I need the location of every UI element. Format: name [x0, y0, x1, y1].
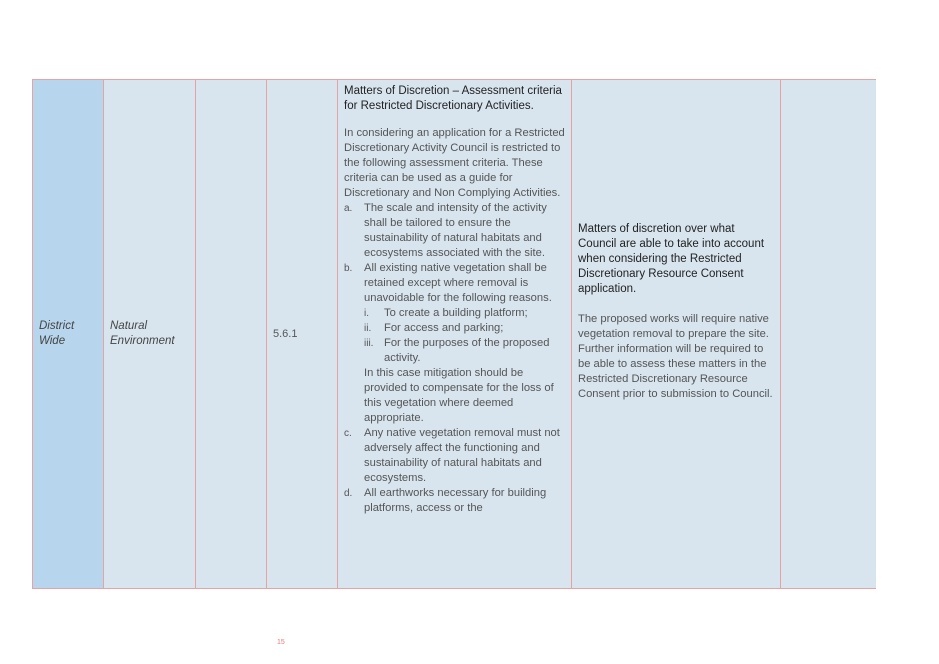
- list-item: [344, 201, 565, 261]
- list-item-text: Any native vegetation removal must not adversely affect the functioning and sustainability of natural habitats and ecosystems.: [364, 427, 560, 484]
- criteria-cell: [338, 80, 572, 588]
- area-cell: [33, 80, 104, 588]
- list-item-text: All existing native vegetation shall be retained except where removal is unavoidable for the following reasons.: [364, 262, 552, 304]
- list-item: [344, 426, 565, 486]
- rule-number: 5.6.1: [273, 328, 298, 340]
- empty-cell-3: [196, 80, 267, 588]
- list-marker: c.: [344, 428, 352, 439]
- list-item: [344, 486, 565, 516]
- list-marker: ii.: [364, 323, 372, 334]
- list-item-text: The scale and intensity of the activity shall be tailored to ensure the sustainability of natural habitats and ecosystems associated with the site.: [364, 202, 547, 259]
- page-number: 15: [277, 639, 285, 646]
- empty-cell-7: [781, 80, 876, 588]
- assessment-body: The proposed works will require native vegetation removal to prepare the site. Further information will be required to be able to assess these matters in the Restricted Discretionary Resource Consent prior to submission to Council.: [578, 313, 773, 400]
- list-marker: d.: [344, 488, 353, 499]
- list-item-text: All earthworks necessary for building platforms, access or the: [364, 487, 547, 514]
- criteria-intro: In considering an application for a Restricted Discretionary Activity Council is restricted to the following assessment criteria. These criteria can be used as a guide for Discretionary and Non Complying Activities.: [344, 127, 565, 199]
- assessment-table: [32, 79, 876, 589]
- reasons-list: [344, 306, 565, 366]
- assessment-cell: [572, 80, 781, 588]
- topic-label: Natural Environment: [110, 320, 175, 347]
- list-marker: i.: [364, 308, 369, 319]
- rule-cell: [267, 80, 338, 588]
- mitigation-text: In this case mitigation should be provided to compensate for the loss of this vegetation where deemed appropriate.: [364, 367, 554, 424]
- list-item-text: For the purposes of the proposed activity.: [384, 337, 550, 364]
- list-item-text: To create a building platform;: [384, 307, 528, 319]
- area-label: District Wide: [39, 320, 75, 347]
- list-marker: a.: [344, 203, 353, 214]
- criteria-heading: Matters of Discretion – Assessment criteria for Restricted Discretionary Activities.: [344, 85, 562, 112]
- criteria-list-continued: [344, 426, 565, 516]
- list-item: [344, 261, 565, 306]
- list-item: [364, 321, 565, 336]
- list-item: [364, 306, 565, 321]
- mitigation-note: [344, 366, 565, 426]
- list-marker: b.: [344, 263, 353, 274]
- list-marker: iii.: [364, 338, 374, 349]
- criteria-list: [344, 201, 565, 306]
- list-item: [364, 336, 565, 366]
- list-item-text: For access and parking;: [384, 322, 504, 334]
- topic-cell: [104, 80, 196, 588]
- assessment-heading: Matters of discretion over what Council are able to take into account when considering the Restricted Discretionary Resource Consent application.: [578, 223, 765, 295]
